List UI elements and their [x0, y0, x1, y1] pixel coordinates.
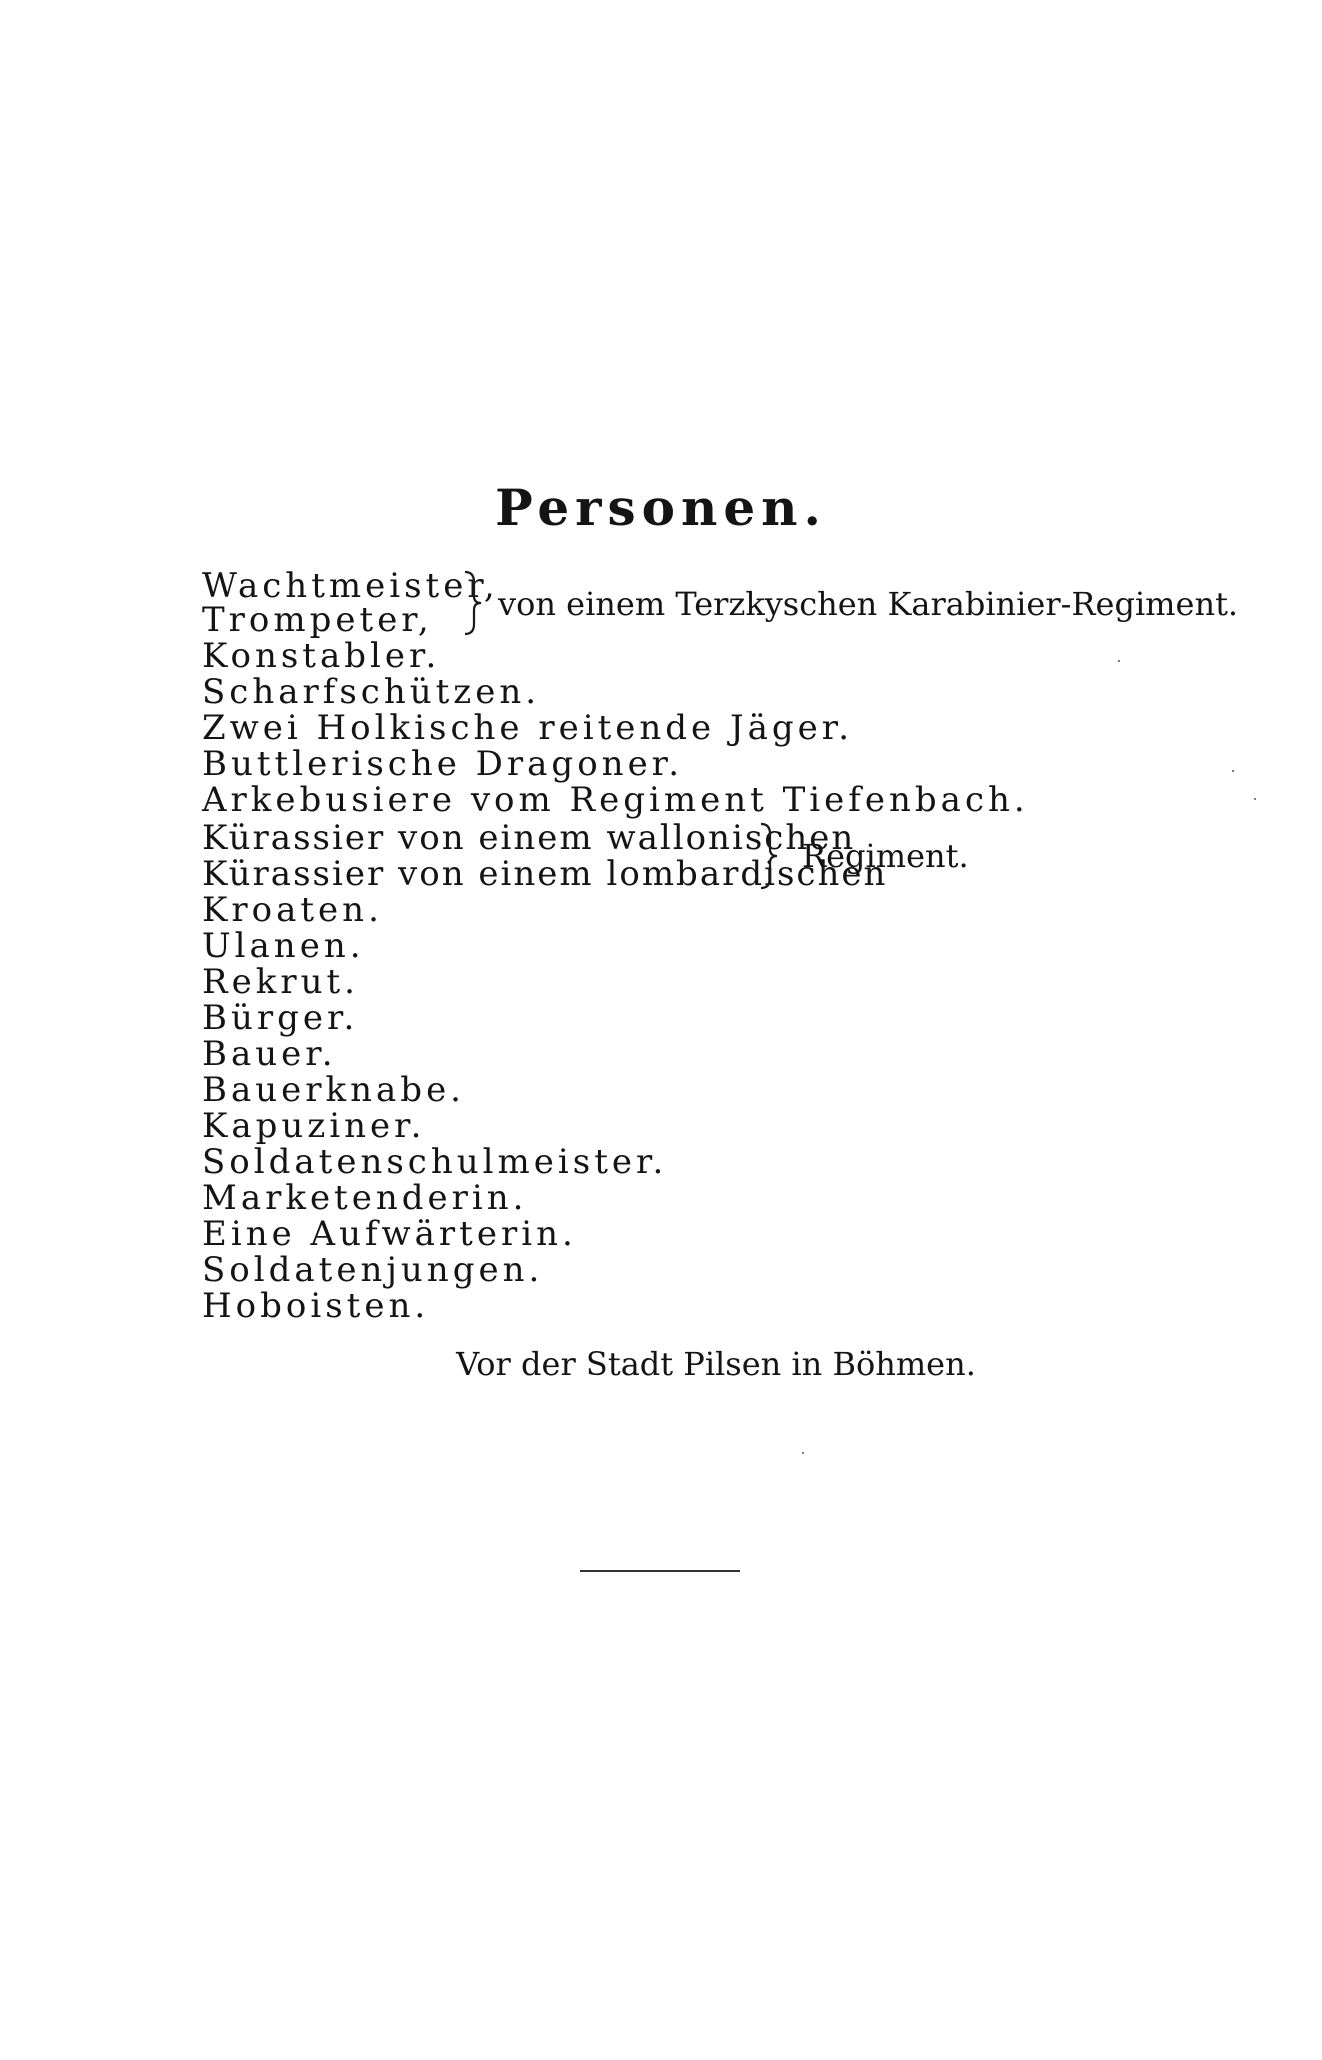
list-item: Trompeter, [202, 600, 433, 640]
regiment-note: von einem Terzkyschen Karabinier-Regiment. [498, 585, 1239, 623]
speck [1118, 660, 1120, 662]
divider [580, 1570, 740, 1572]
kuerassier-note: Regiment. [802, 837, 969, 875]
page-title: Personen. [495, 478, 827, 537]
list-item: Hoboisten. [202, 1286, 430, 1326]
list-item: Marketenderin. [202, 1178, 528, 1218]
right-brace-icon [758, 822, 780, 890]
list-item: Kroaten. [202, 890, 383, 930]
speck [802, 1452, 804, 1454]
list-item: Zwei Holkische reitende Jäger. [202, 708, 854, 748]
list-item: Bürger. [202, 998, 359, 1038]
list-item: Eine Aufwärterin. [202, 1214, 577, 1254]
place-caption: Vor der Stadt Pilsen in Böhmen. [456, 1345, 976, 1383]
list-item: Konstabler. [202, 636, 441, 676]
right-brace-icon [462, 570, 484, 636]
list-item: Soldatenschulmeister. [202, 1142, 668, 1182]
list-item: Kürassier von einem wallonischen [202, 818, 856, 858]
speck [1232, 770, 1234, 772]
list-item: Kürassier von einem lombardischen [202, 854, 888, 894]
list-item: Bauer. [202, 1034, 337, 1074]
list-item: Rekrut. [202, 962, 359, 1002]
list-item: Buttlerische Dragoner. [202, 744, 684, 784]
list-item: Wachtmeister, [202, 566, 499, 606]
speck [1254, 798, 1256, 800]
list-item: Bauerknabe. [202, 1070, 465, 1110]
list-item: Scharfschützen. [202, 672, 541, 712]
list-item: Soldatenjungen. [202, 1250, 544, 1290]
list-item: Ulanen. [202, 926, 365, 966]
list-item: Kapuziner. [202, 1106, 426, 1146]
list-item: Arkebusiere vom Regiment Tiefenbach. [202, 780, 1029, 820]
